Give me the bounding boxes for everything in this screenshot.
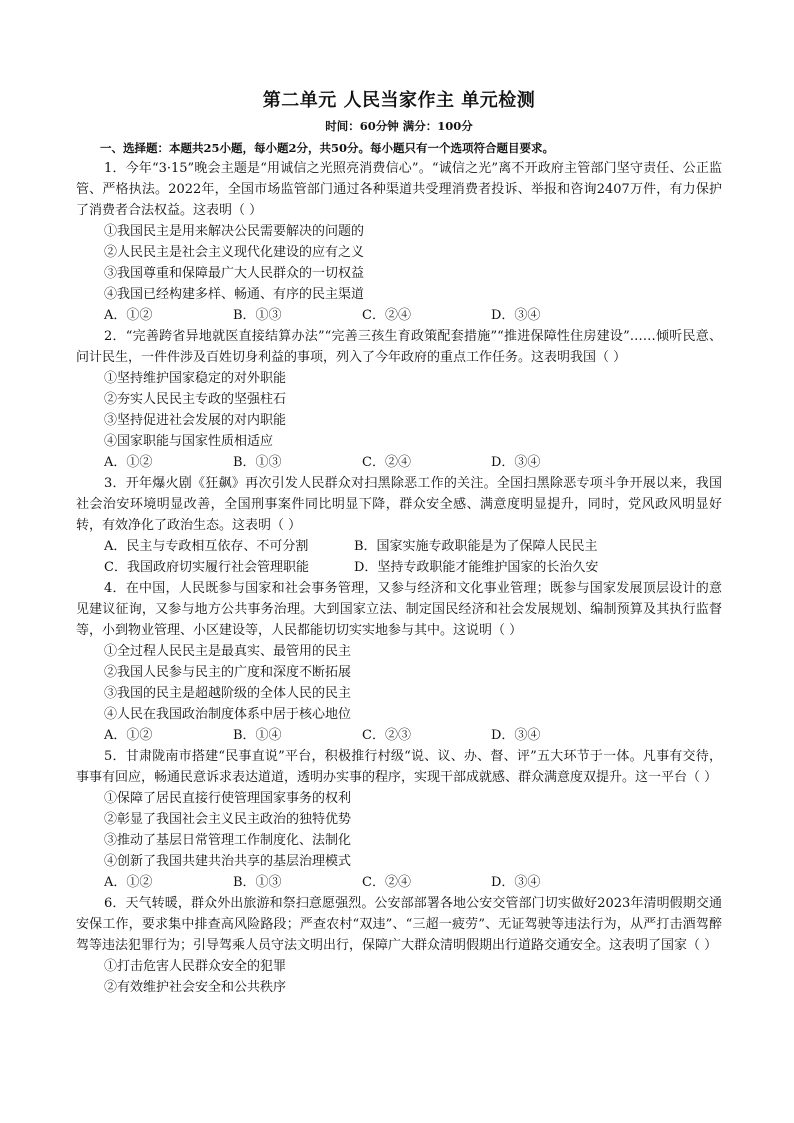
question-3 [76,473,722,578]
question-stem: 3．开年爆火剧《狂飙》再次引发人民群众对扫黑除恶工作的关注。全国扫黑除恶专项斗争开展以来，我国社会治安环境明显改善，全国刑事案件同比明显下降，群众安全感、满意度明显提升，同时，党风政风明显好转，有效净化了政治生态。这表明（ ） [76,476,722,533]
question-stem: 4．在中国，人民既参与国家和社会事务管理，又参与经济和文化事业管理；既参与国家发展顶层设计的意见建议征询，又参与地方公共事务治理。大到国家立法、制定国民经济和社会发展规划、编制预算及其执行监督等，小到物业管理、小区建设等，人民都能切切实实地参与其中。这说明（ ） [76,581,722,638]
statement-option: ③坚持促进社会发展的对内职能 [104,413,287,428]
choice-b: B．①④ [233,728,282,743]
answer-choices [76,452,722,473]
answer-choices [76,305,722,326]
statement-option: ③推动了基层日常管理工作制度化、法制化 [104,833,352,848]
question-stem: 2．“完善跨省异地就医直接结算办法”“完善三孩生育政策配套措施”“推进保障性住房建设”……倾听民意、问计民生，一件件涉及百姓切身利益的事项，列入了今年政府的重点工作任务。这表明我国（ ） [76,329,722,365]
choice-b: B．①③ [233,308,282,323]
choice-c: C．②④ [362,308,411,323]
page-title: 第二单元 人民当家作主 单元检测 [262,90,536,111]
choice-a: A．①② [104,728,153,743]
question-1 [76,158,722,326]
statement-option: ①打击危害人民群众安全的犯罪 [104,959,287,974]
choice-c: C．②④ [362,875,411,890]
question-2 [76,326,722,473]
statement-option: ①坚持维护国家稳定的对外职能 [104,371,287,386]
statement-option: ④人民在我国政治制度体系中居于核心地位 [104,707,352,722]
choice-c: C．②③ [362,728,411,743]
choice-a: A．①② [104,308,153,323]
choice-a: A．民主与专政相互依存、不可分割 [104,539,309,554]
choice-b: B．国家实施专政职能是为了保障人民民主 [354,539,598,554]
question-4 [76,578,722,746]
section-heading: 一、选择题：本题共25小题，每小题2分，共50分。每小题只有一个选项符合题目要求。 [100,141,555,155]
statement-option: ②我国人民参与民主的广度和深度不断拓展 [104,665,352,680]
statement-option: ②有效维护社会安全和公共秩序 [104,980,287,995]
statement-option: ①保障了居民直接行使管理国家事务的权利 [104,791,352,806]
choice-d: D．③④ [491,455,541,470]
statement-option: ③我国的民主是超越阶级的全体人民的民主 [104,686,352,701]
choice-d: D．坚持专政职能才能维护国家的长治久安 [354,560,599,575]
choice-a: A．①② [104,455,153,470]
question-6 [76,893,722,998]
answer-choices [76,725,722,746]
choice-b: B．①③ [233,875,282,890]
question-stem: 6．天气转暖，群众外出旅游和祭扫意愿强烈。公安部部署各地公安交管部门切实做好2023年清明假期交通安保工作，要求集中排查高风险路段；严查农村“双违”、“三超一疲劳”、无证驾驶等违法行为，从严打击酒驾醉驾等违法犯罪行为；引导驾乘人员守法文明出行，保障广大群众清明假期出行道路交通安全。这表明了国家（ ） [76,896,722,953]
statement-option: ②人民民主是社会主义现代化建设的应有之义 [104,245,365,260]
statement-option: ①全过程人民民主是最真实、最管用的民主 [104,644,352,659]
question-stem: 1．今年“3·15”晚会主题是“用诚信之光照亮消费信心”。“诚信之光”离不开政府主管部门坚守责任、公正监管、严格执法。2022年，全国市场监管部门通过各种渠道共受理消费者投诉、举报和咨询2407万件，有力保护了消费者合法权益。这表明（ ） [76,161,722,218]
answer-choices [76,872,722,893]
answer-choices-row [76,557,722,578]
exam-meta: 时间：60分钟 满分：100分 [325,119,473,133]
choice-a: A．①② [104,875,153,890]
statement-option: ①我国民主是用来解决公民需要解决的问题的 [104,224,365,239]
question-stem: 5．甘肃陇南市搭建“民事直说”平台，积极推行村级“说、议、办、督、评”五大环节于一体。凡事有交待，事事有回应，畅通民意诉求表达道道，透明办实事的程序，实现干部成就感、群众满意度双提升。这一平台（ ） [76,749,722,785]
choice-d: D．③④ [491,875,541,890]
choice-c: C．②④ [362,455,411,470]
choice-b: B．①③ [233,455,282,470]
statement-option: ④创新了我国共建共治共享的基层治理模式 [104,854,352,869]
statement-option: ③我国尊重和保障最广大人民群众的一切权益 [104,266,365,281]
statement-option: ④国家职能与国家性质相适应 [104,434,274,449]
answer-choices-row [76,536,722,557]
exam-page [76,86,722,998]
statement-option: ④我国已经构建多样、畅通、有序的民主渠道 [104,287,365,302]
choice-c: C．我国政府切实履行社会管理职能 [104,560,309,575]
choice-d: D．③④ [491,308,541,323]
statement-option: ②彰显了我国社会主义民主政治的独特优势 [104,812,352,827]
question-5 [76,746,722,893]
choice-d: D．③④ [491,728,541,743]
statement-option: ②夯实人民民主专政的坚强柱石 [104,392,287,407]
